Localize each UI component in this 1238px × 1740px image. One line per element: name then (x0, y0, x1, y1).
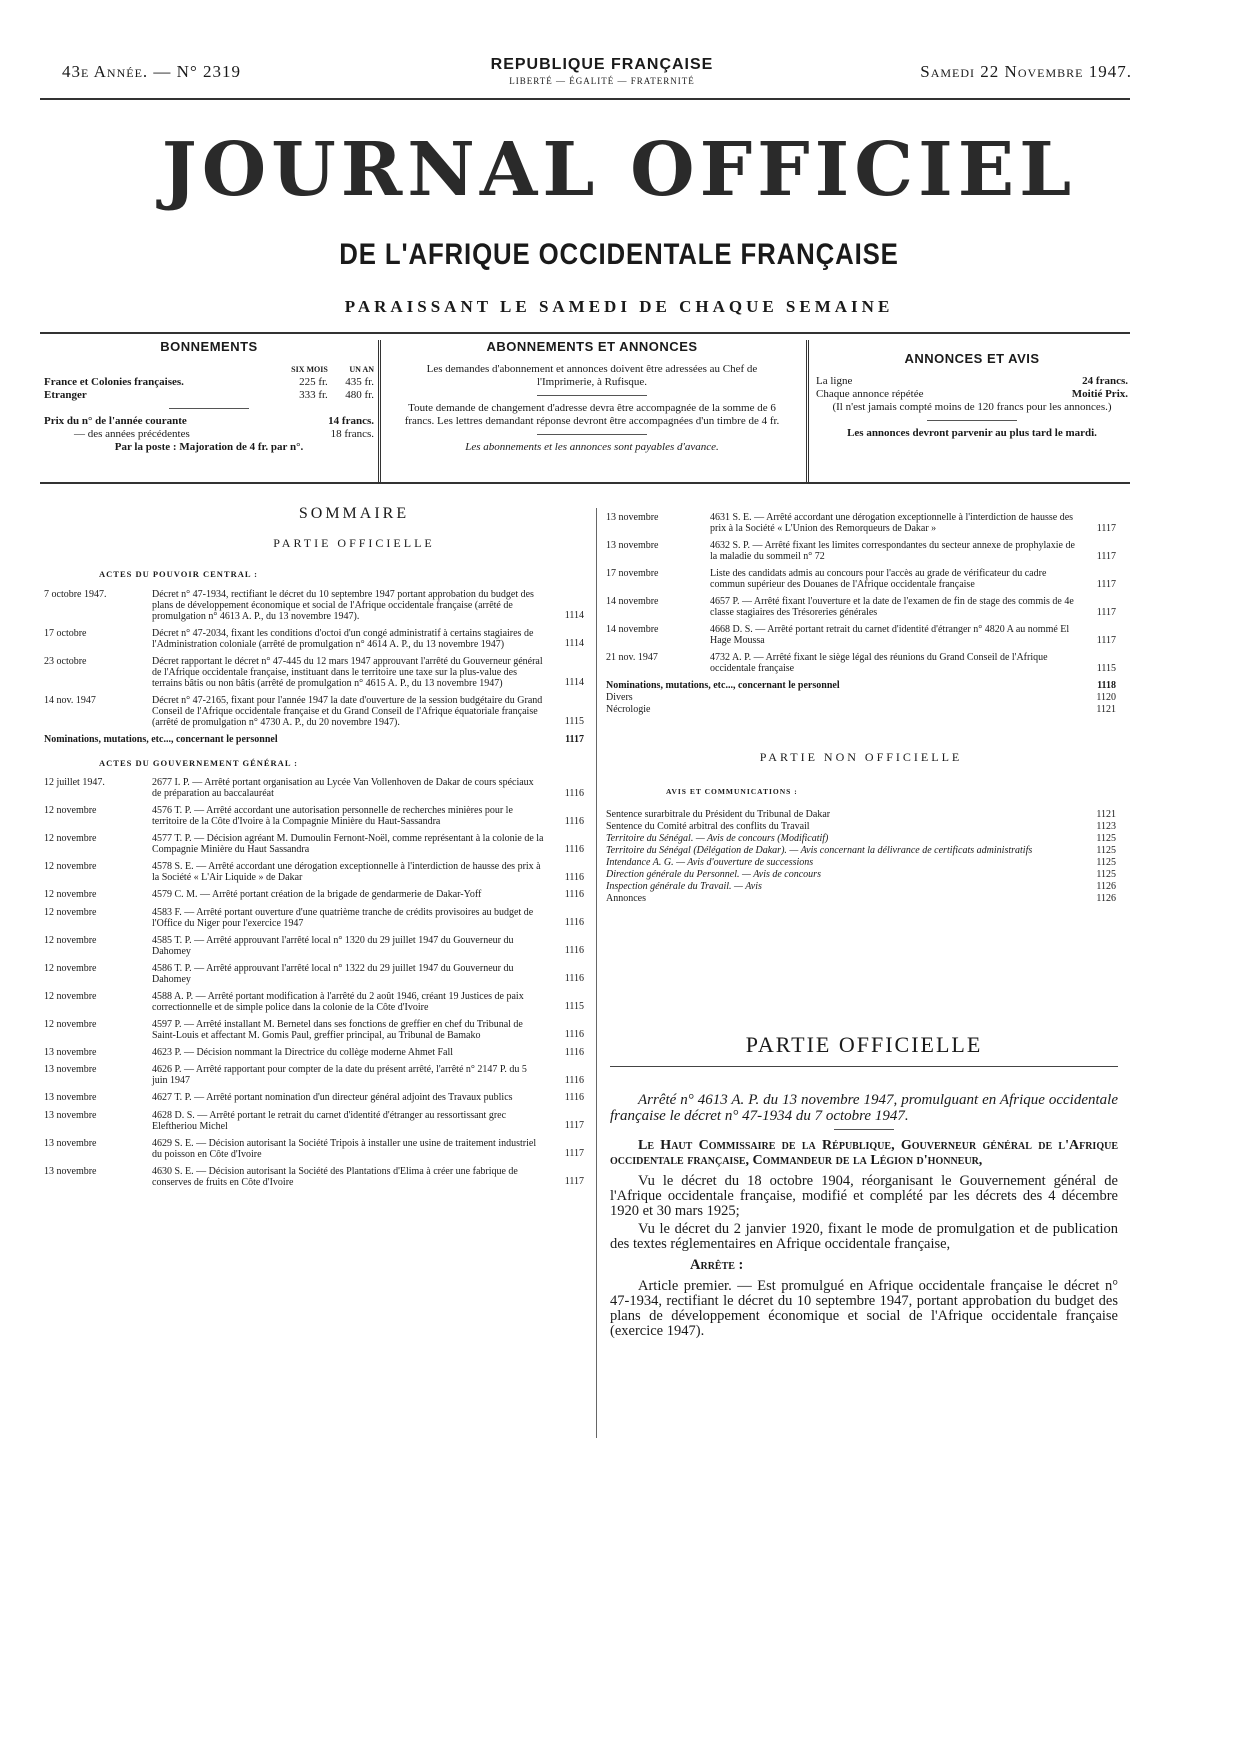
central-act-page: 1114 (564, 610, 584, 621)
repeat-value: Moitié Prix. (1071, 388, 1128, 400)
line-value: 24 francs. (1082, 375, 1128, 387)
central-act-text: Décret n° 47-2034, fixant les conditions d'octoi d'un congé administratif à certains stagiaires de l'Administration coloniale (arrêté de promulgation n° 4614 A. P., du 13 novembre 1947) (152, 627, 534, 650)
gouv-act-date: 12 novembre (44, 833, 97, 844)
gouv-act-entry (44, 861, 584, 883)
right-act-page: 1117 (1096, 634, 1116, 646)
right-act-entry (606, 540, 1116, 562)
official-part-title: PARTIE OFFICIELLE (745, 1032, 983, 1057)
gouv-act-date: 13 novembre (44, 1064, 97, 1075)
right-act-text: 4732 A. P. — Arrêté fixant le siège légal des réunions du Grand Conseil de l'Afrique occidentale française (710, 652, 1048, 674)
right-act-page: 1117 (1096, 606, 1116, 618)
repeat-label: Chaque annonce répétée (816, 388, 924, 400)
row2-label: Etranger (44, 389, 87, 401)
gouv-act-entry (44, 1064, 584, 1086)
central-act-text: Décret rapportant le décret n° 47-445 du 12 mars 1947 approuvant l'arrêté du Gouverneur général de l'Afrique occidentale française, instituant dans le territoire une taxe sur la plus-value des terrains bâtis ou non bâtis (arrêté de promulgation n° 4615 A. P., du 13 novembre 1947) (152, 655, 543, 689)
gouv-act-entry (44, 833, 584, 855)
avis-page: 1126 (1096, 893, 1116, 904)
avis-text: Territoire du Sénégal (Délégation de Dakar). — Avis concernant la délivrance de certificats administratifs (606, 845, 1033, 856)
central-act-entry (44, 628, 584, 650)
avis-row (606, 809, 1116, 821)
gouv-act-page: 1116 (564, 843, 584, 855)
avis-page: 1125 (1096, 869, 1116, 880)
row2-year: 480 fr. (345, 389, 374, 401)
right-acts-list (606, 512, 1116, 674)
gouv-act-page: 1116 (564, 1074, 584, 1086)
right-act-page: 1117 (1096, 578, 1116, 590)
gouv-act-text: 4630 S. E. — Décision autorisant la Société des Plantations d'Elima à créer une fabrique de conserves de fruits en Côte d'Ivoire (152, 1165, 518, 1188)
post-note: Par la poste : Majoration de 4 fr. par n°. (114, 441, 304, 453)
box2-p1: Les demandes d'abonnement et annonces doivent être adressées au Chef de l'Imprimerie, à Rufisque. (426, 363, 758, 388)
republic-block (452, 56, 752, 86)
right-act-entry (606, 596, 1116, 618)
row1-six: 225 fr. (299, 376, 328, 388)
right-act-date: 13 novembre (606, 540, 659, 551)
avis-row (606, 845, 1116, 857)
official-text (610, 1092, 1118, 1342)
gouv-act-text: 4628 D. S. — Arrêté portant le retrait du carnet d'identité d'étranger au ressortissant grec Eleftheriou Michel (152, 1109, 507, 1132)
right-act-text: Liste des candidats admis au concours pour l'accès au grade de vérificateur du cadre commun supérieur des Douanes de l'Afrique occidentale française (710, 568, 1047, 590)
right-act-date: 17 novembre (606, 568, 659, 579)
gouv-act-entry (44, 889, 584, 901)
subscription-table (44, 363, 374, 402)
avis-row (606, 833, 1116, 845)
gouv-act-page: 1116 (564, 787, 584, 799)
right-act-text: 4631 S. E. — Arrêté accordant une dérogation exceptionnelle à l'interdiction de hausse des prix à la Société « L'Union des Remorqueurs de Dakar » (710, 512, 1074, 534)
gouv-act-page: 1116 (564, 889, 584, 900)
gouv-act-entry (44, 777, 584, 799)
journal-title: JOURNAL OFFICIEL (161, 127, 1077, 213)
gouv-act-page: 1116 (564, 973, 584, 984)
avis-row (606, 893, 1116, 905)
summary-partie-officielle: PARTIE OFFICIELLE (273, 535, 435, 550)
avis-text: Territoire du Sénégal. — Avis de concours (Modificatif) (606, 833, 829, 844)
gouv-act-text: 4586 T. P. — Arrêté approuvant l'arrêté local n° 1322 du 29 juillet 1947 du Gouverneur du Dahomey (152, 962, 514, 985)
row2-six: 333 fr. (299, 389, 328, 401)
avis-row (606, 881, 1116, 893)
right-act-entry (606, 652, 1116, 674)
avis-list (606, 809, 1116, 905)
partie-non-officielle: PARTIE NON OFFICIELLE (759, 750, 963, 764)
gouv-act-page: 1116 (564, 1029, 584, 1040)
box2-p2: Toute demande de changement d'adresse devra être accompagnée de la somme de 6 francs. Les lettres demandant réponse devront être accompagnées d'un timbre de 4 fr. (404, 402, 780, 427)
avis-row (606, 857, 1116, 869)
right-act-date: 14 novembre (606, 596, 659, 607)
prev-label: — des années précédentes (74, 428, 190, 440)
gouv-act-page: 1115 (564, 1001, 584, 1012)
actes-gouv-heading: ACTES DU GOUVERNEMENT GÉNÉRAL : (99, 757, 298, 768)
box-top-rule (40, 332, 1130, 334)
gouv-act-entry (44, 1047, 584, 1059)
gouv-act-text: 4623 P. — Décision nommant la Directrice du collège moderne Ahmet Fall (152, 1046, 454, 1058)
gouv-act-text: 4629 S. E. — Décision autorisant la Société Tripois à installer une usine de traitement industriel du poisson en Côte d'Ivoire (152, 1137, 537, 1160)
gouv-act-date: 12 novembre (44, 861, 97, 872)
avis-heading: AVIS ET COMMUNICATIONS : (666, 786, 798, 796)
gouv-act-text: 4579 C. M. — Arrêté portant création de la brigade de gendarmerie de Dakar-Yoff (152, 889, 482, 900)
gouv-act-date: 12 novembre (44, 962, 97, 974)
central-act-date: 14 nov. 1947 (44, 694, 96, 706)
central-act-page: 1115 (564, 716, 584, 727)
gouv-act-text: 4578 S. E. — Arrêté accordant une dérogation exceptionnelle à l'interdiction de hausse des prix à la Société « L'Air Liquide » de Dakar (152, 861, 541, 883)
gouv-act-date: 13 novembre (44, 1165, 97, 1177)
subscription-box (44, 340, 374, 480)
vu-2: Vu le décret du 2 janvier 1920, fixant le mode de promulgation et de publication des textes réglementaires en Afrique occidentale française, (610, 1221, 1118, 1252)
ads-heading: ANNONCES ET AVIS (904, 351, 1040, 366)
republic-label: REPUBLIQUE FRANÇAISE (490, 56, 714, 73)
gouv-act-date: 13 novembre (44, 1137, 97, 1149)
right-act-entry (606, 624, 1116, 646)
avis-page: 1121 (1096, 809, 1116, 820)
central-act-date: 17 octobre (44, 627, 87, 639)
gouv-act-date: 12 novembre (44, 805, 97, 816)
gouv-act-date: 12 novembre (44, 906, 97, 918)
avis-row (606, 821, 1116, 833)
gouv-act-page: 1116 (564, 917, 584, 928)
subscription-ads-box (392, 340, 792, 480)
nominations-row-2: Nominations, mutations, etc..., concernant le personnel 1118 (606, 680, 1116, 691)
gouv-act-date: 12 novembre (44, 889, 97, 900)
gouv-act-entry (44, 1166, 584, 1188)
right-act-date: 13 novembre (606, 512, 659, 523)
central-act-text: Décret n° 47-1934, rectifiant le décret du 10 septembre 1947 portant approbation du budget des plans de développement économique et social de l'Afrique occidentale française (arrêté de promulgation n° 4613 A. P., du 13 novembre 1947). (152, 588, 534, 622)
prev-value: 18 francs. (330, 428, 374, 440)
row1-year: 435 fr. (345, 376, 374, 388)
gouv-acts-list (44, 777, 584, 1188)
journal-subtitle: DE L'AFRIQUE OCCIDENTALE FRANÇAISE (339, 238, 899, 271)
gouv-act-entry (44, 1138, 584, 1160)
issue-date: Samedi 22 Novembre 1947. (920, 62, 1132, 81)
gouv-act-page: 1117 (564, 1176, 584, 1187)
box2-p3: Les abonnements et les annonces sont payables d'avance. (465, 441, 719, 453)
gouv-act-text: 4597 P. — Arrêté installant M. Bernetel dans ses fonctions de greffier en chef du Tribunal de Saint-Louis et affectant M. Gomis Paul, greffier principal, au Tribunal de Bamako (152, 1018, 523, 1041)
ads-note: (Il n'est jamais compté moins de 120 francs pour les annonces.) (832, 401, 1112, 413)
right-act-text: 4668 D. S. — Arrêté portant retrait du carnet d'identité d'étranger n° 4820 A au nommé El Hage Moussa (710, 624, 1070, 646)
gouv-act-date: 13 novembre (44, 1109, 97, 1121)
summary-left-column (44, 505, 584, 1194)
col-six-months: SIX MOIS (291, 365, 328, 374)
gouv-act-date: 13 novembre (44, 1046, 97, 1058)
price-label: Prix du n° de l'année courante (44, 415, 187, 427)
gouv-act-date: 13 novembre (44, 1092, 97, 1103)
right-act-text: 4632 S. P. — Arrêté fixant les limites correspondantes du secteur annexe de prophylaxie de la maladie du sommeil n° 72 (710, 540, 1075, 562)
gouv-act-entry (44, 991, 584, 1013)
avis-text: Annonces (606, 893, 646, 904)
price-value: 14 francs. (328, 415, 374, 427)
gouv-act-date: 12 novembre (44, 1018, 97, 1030)
avis-row (606, 869, 1116, 881)
actes-central-heading: ACTES DU POUVOIR CENTRAL : (99, 569, 259, 579)
avis-page: 1126 (1096, 881, 1116, 892)
right-act-text: 4657 P. — Arrêté fixant l'ouverture et la date de l'examen de fin de stage des commis de 4e classe stagiaires des Trésoreries générales (710, 596, 1074, 618)
central-act-text: Décret n° 47-2165, fixant pour l'année 1947 la date d'ouverture de la session budgétaire du Grand Conseil de l'Afrique occidentale française et du Grand Conseil de l'Afrique équatoriale française (arrêté de promulgation n° 4730 A. P., du 20 novembre 1947). (152, 694, 543, 728)
gouv-act-page: 1116 (564, 945, 584, 956)
gouv-act-date: 12 novembre (44, 990, 97, 1002)
gouv-act-entry (44, 805, 584, 827)
gouv-act-entry (44, 1019, 584, 1041)
gouv-act-text: 4576 T. P. — Arrêté accordant une autorisation personnelle de recherches minières pour le territoire de la Côte d'Ivoire à la Compagnie Minière du Haut-Sassandra (152, 805, 513, 827)
top-rule (40, 98, 1130, 100)
gouv-act-page: 1116 (564, 1046, 584, 1058)
right-act-entry (606, 512, 1116, 534)
gouv-act-date: 12 juillet 1947. (44, 777, 105, 788)
central-act-entry (44, 695, 584, 728)
summary-right-column (606, 512, 1116, 905)
right-act-page: 1117 (1096, 522, 1116, 534)
central-act-date: 7 octobre 1947. (44, 588, 107, 600)
avis-text: Inspection générale du Travail. — Avis (606, 881, 762, 892)
gouv-act-text: 2677 I. P. — Arrêté portant organisation au Lycée Van Vollenhoven de Dakar de cours spéciaux de préparation au baccalauréat (152, 777, 534, 799)
gouv-act-page: 1116 (564, 815, 584, 827)
central-act-date: 23 octobre (44, 655, 87, 667)
avis-text: Sentence surarbitrale du Président du Tribunal de Dakar (606, 809, 831, 820)
avis-text: Sentence du Comité arbitral des conflits du Travail (606, 821, 810, 832)
avis-text: Intendance A. G. — Avis d'ouverture de successions (606, 857, 814, 868)
arrete-heading: Arrêté n° 4613 A. P. du 13 novembre 1947, promulguant en Afrique occidentale française le décret n° 47-1934 du 7 octobre 1947. (610, 1092, 1118, 1124)
ads-deadline: Les annonces devront parvenir au plus tard le mardi. (847, 427, 1097, 439)
motto: LIBERTÉ — ÉGALITÉ — FRATERNITÉ (509, 76, 695, 86)
gouv-act-text: 4583 F. — Arrêté portant ouverture d'une quatrième tranche de crédits provisoires au budget de l'Office du Niger pour l'exercice 1947 (152, 906, 534, 929)
arrete-label: Arrête : (690, 1257, 744, 1273)
gouv-act-page: 1117 (564, 1148, 584, 1159)
ads-notices-box (816, 340, 1128, 480)
central-act-entry (44, 656, 584, 689)
gouv-act-entry (44, 1110, 584, 1132)
necrologie-row: Nécrologie 1121 (606, 704, 1116, 715)
gouv-act-entry (44, 907, 584, 929)
right-act-date: 14 novembre (606, 624, 659, 635)
avis-page: 1125 (1096, 857, 1116, 868)
column-divider (596, 508, 597, 1438)
issue-number: 43e Année. — N° 2319 (62, 62, 241, 81)
gouv-act-text: 4585 T. P. — Arrêté approuvant l'arrêté local n° 1320 du 29 juillet 1947 du Gouverneur du Dahomey (152, 934, 514, 957)
gouv-act-entry (44, 935, 584, 957)
box-bottom-rule (40, 482, 1130, 484)
central-act-entry (44, 589, 584, 622)
gouv-act-date: 12 novembre (44, 934, 97, 946)
central-act-page: 1114 (564, 677, 584, 688)
article-premier: Article premier. — Est promulgué en Afrique occidentale française le décret n° 47-1934, rectifiant le décret du 10 septembre 1947, portant approbation du budget des plans de développement économique et social de l'Afrique occidentale française (exercice 1947). (610, 1278, 1118, 1339)
gouv-act-page: 1116 (564, 1092, 584, 1103)
col-one-year: UN AN (349, 365, 374, 374)
summary-title: SOMMAIRE (298, 505, 410, 522)
line-label: La ligne (816, 375, 853, 387)
gouv-act-text: 4626 P. — Arrêté rapportant pour compter de la date du présent arrêté, l'arrêté n° 2147 P. du 5 juin 1947 (152, 1064, 527, 1086)
journal-tagline: PARAISSANT LE SAMEDI DE CHAQUE SEMAINE (344, 297, 894, 316)
haut-commissaire: Le Haut Commissaire de la République, Gouverneur général de l'Afrique occidentale française, Commandeur de la Légion d'honneur, (610, 1138, 1118, 1168)
gouv-act-page: 1117 (564, 1120, 584, 1131)
avis-text: Direction générale du Personnel. — Avis de concours (606, 869, 821, 880)
divers-row: Divers 1120 (606, 692, 1116, 703)
nominations-row-1: Nominations, mutations, etc..., concernant le personnel 1117 (44, 733, 584, 745)
gouv-act-text: 4627 T. P. — Arrêté portant nomination d'un directeur général adjoint des Travaux publics (152, 1092, 513, 1103)
right-act-entry (606, 568, 1116, 590)
avis-page: 1125 (1096, 833, 1116, 844)
subscription-heading: BONNEMENTS (160, 339, 258, 354)
right-act-page: 1115 (1096, 662, 1116, 674)
right-act-page: 1117 (1096, 550, 1116, 562)
gouv-act-entry (44, 963, 584, 985)
gouv-act-entry (44, 1092, 584, 1104)
row1-label: France et Colonies françaises. (44, 376, 184, 388)
gouv-act-text: 4577 T. P. — Décision agréant M. Dumoulin Fernont-Noël, comme représentant à la colonie de la Compagnie Minière du Haut Sassandra (152, 833, 544, 855)
gouv-act-page: 1116 (564, 871, 584, 883)
right-act-date: 21 nov. 1947 (606, 652, 658, 663)
subscription-ads-heading: ABONNEMENTS ET ANNONCES (486, 339, 698, 354)
gouv-act-text: 4588 A. P. — Arrêté portant modification à l'arrêté du 2 août 1946, créant 19 Justices de paix correctionnelle et de simple police dans la colonie de la Côte d'Ivoire (152, 990, 524, 1013)
vu-1: Vu le décret du 18 octobre 1904, réorganisant le Gouvernement général de l'Afrique occidentale française, modifié et complété par les décrets des 4 décembre 1920 et 30 mars 1925; (610, 1173, 1118, 1219)
avis-page: 1123 (1096, 821, 1116, 832)
central-act-page: 1114 (564, 638, 584, 649)
masthead-top (62, 56, 1132, 96)
central-acts-list (44, 589, 584, 728)
avis-page: 1125 (1096, 845, 1116, 856)
